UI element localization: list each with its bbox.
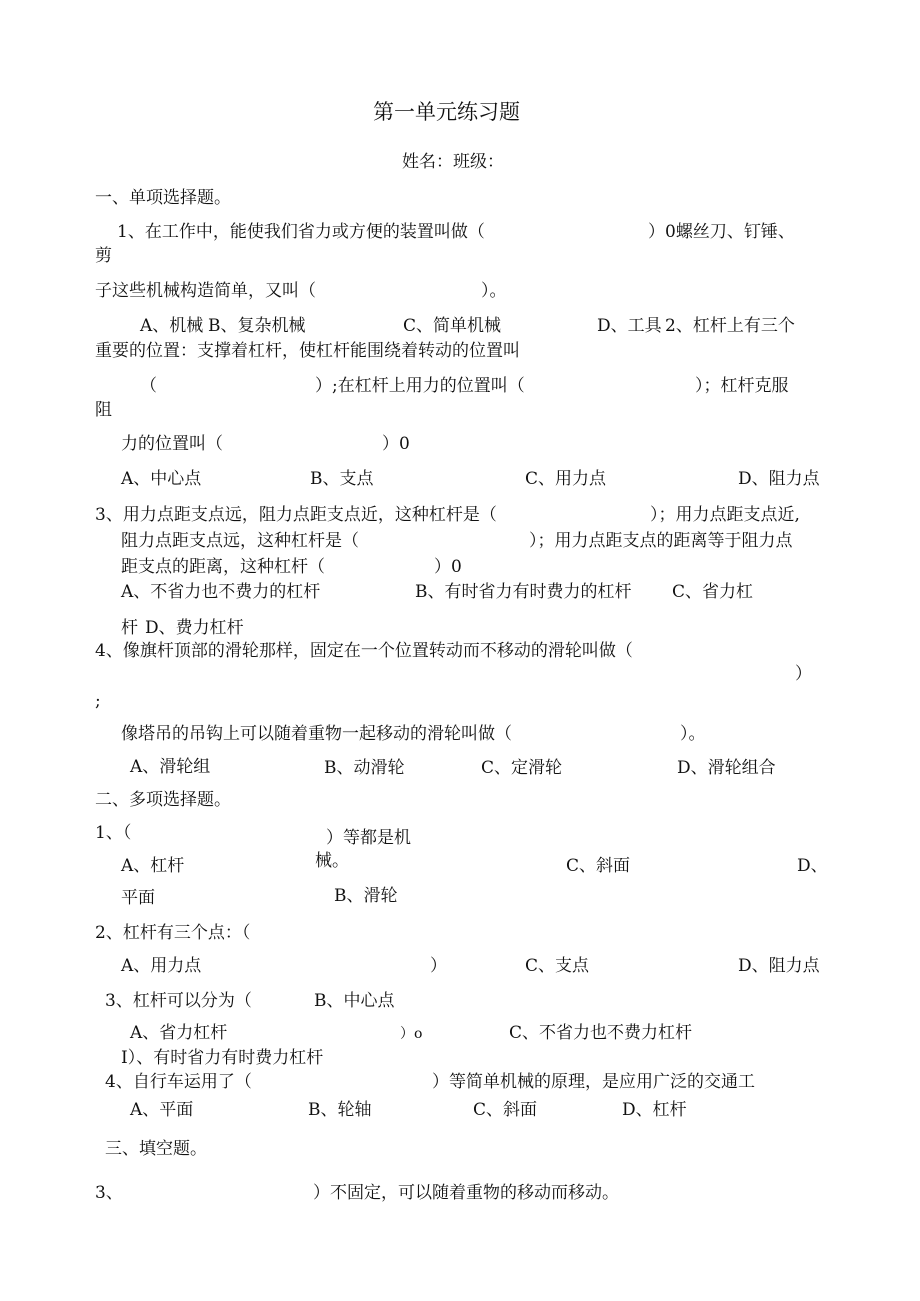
section-heading-fill-blank: 三、填空题。 <box>105 1139 207 1159</box>
question-text: 3、用力点距支点远，阻力点距支点近，这种杠杆是（ <box>95 505 497 525</box>
question-text: 械。 <box>315 851 349 871</box>
question-text: ）；杠杆克服 <box>695 376 789 396</box>
question-text: ）0 <box>434 557 462 577</box>
question-text: 阻 <box>95 400 112 420</box>
option-a: A、不省力也不费力的杠杆 <box>121 582 321 602</box>
option-b: B、支点 <box>310 469 374 489</box>
question-text: 子这些机械构造简单，又叫（ <box>95 281 316 301</box>
option-b: B、有时省力有时费力的杠杆 <box>415 582 632 602</box>
question-text: 4、像旗杆顶部的滑轮那样，固定在一个位置转动而不移动的滑轮叫做（ <box>95 641 633 661</box>
section-heading-multi-choice: 二、多项选择题。 <box>95 790 231 810</box>
section-heading-single-choice: 一、单项选择题。 <box>95 188 231 208</box>
question-text: 剪 <box>95 246 112 266</box>
question-text: 重要的位置：支撑着杠杆，使杠杆能围绕着转动的位置叫 <box>95 341 520 361</box>
option-c: C、简单机械 <box>403 316 502 336</box>
question-text: 力的位置叫（ <box>121 434 223 454</box>
question-text: ）0螺丝刀、钉锤、 <box>648 222 795 242</box>
option-b: B、中心点 <box>314 991 395 1011</box>
question-text: ）0 <box>382 434 410 454</box>
option-c-continued: 杆 <box>121 618 138 638</box>
question-text: 距支点的距离，这种杠杆（ <box>121 557 325 577</box>
question-text: ） <box>795 664 812 684</box>
question-text: 像塔吊的吊钩上可以随着重物一起移动的滑轮叫做（ <box>121 724 512 744</box>
question-text: 1、在工作中，能使我们省力或方便的装置叫做（ <box>117 222 485 242</box>
option-d: D、 <box>797 856 828 876</box>
option-c: C、定滑轮 <box>481 758 563 778</box>
question-text: 1、（ <box>95 823 132 843</box>
option-c: C、支点 <box>525 956 590 976</box>
question-text: ）不固定，可以随着重物的移动而移动。 <box>313 1183 619 1203</box>
option-c: C、斜面 <box>566 856 631 876</box>
option-b: B、复杂机械 <box>208 316 306 336</box>
question-text: ）。 <box>680 724 706 744</box>
option-c: C、用力点 <box>525 469 607 489</box>
option-d: D、阻力点 <box>738 956 820 976</box>
question-text: 2、杠杆上有三个 <box>665 316 795 336</box>
question-text: 3、 <box>95 1183 123 1203</box>
option-d: I）、有时省力有时费力杠杆 <box>121 1048 324 1068</box>
question-text: ）等简单机械的原理，是应用广泛的交通工 <box>432 1072 755 1092</box>
question-text: （ <box>140 376 157 396</box>
option-b: B、轮轴 <box>308 1100 372 1120</box>
option-a: A、机械 <box>140 316 204 336</box>
question-text: 3、杠杆可以分为（ <box>105 991 252 1011</box>
question-text: 2、杠杆有三个点：（ <box>95 923 251 943</box>
question-text: 4、自行车运用了（ <box>105 1072 252 1092</box>
question-text: ）等都是机 <box>326 828 411 848</box>
question-text: ）；用力点距支点的距离等于阻力点 <box>529 531 793 551</box>
option-a: A、中心点 <box>121 469 202 489</box>
question-text: ; <box>95 691 101 711</box>
question-text: ）；用力点距支点近, <box>650 505 800 525</box>
question-text: ）;在杠杆上用力的位置叫（ <box>315 376 525 396</box>
option-a: A、滑轮组 <box>130 757 211 777</box>
option-a: A、杠杆 <box>121 856 185 876</box>
option-c: C、省力杠 <box>672 582 754 602</box>
option-c: C、不省力也不费力杠杆 <box>509 1023 693 1043</box>
option-d: D、滑轮组合 <box>677 758 776 778</box>
question-text: ） <box>430 956 447 976</box>
option-d: D、费力杠杆 <box>145 618 244 638</box>
header-fields: 姓名：班级： <box>402 152 504 172</box>
question-text: 阻力点距支点远，这种杠杆是（ <box>121 531 359 551</box>
option-a: A、省力杠杆 <box>130 1023 228 1043</box>
option-b: B、滑轮 <box>334 886 398 906</box>
question-text: ）o <box>400 1026 423 1042</box>
option-a: A、平面 <box>130 1100 194 1120</box>
question-text: ）。 <box>481 281 507 301</box>
option-d: D、杠杆 <box>622 1100 687 1120</box>
page-title: 第一单元练习题 <box>373 100 520 124</box>
option-d-continued: 平面 <box>121 888 155 908</box>
option-d: D、工具 <box>597 316 662 336</box>
option-a: A、用力点 <box>121 956 202 976</box>
option-c: C、斜面 <box>473 1100 538 1120</box>
option-b: B、动滑轮 <box>324 758 405 778</box>
option-d: D、阻力点 <box>738 469 820 489</box>
